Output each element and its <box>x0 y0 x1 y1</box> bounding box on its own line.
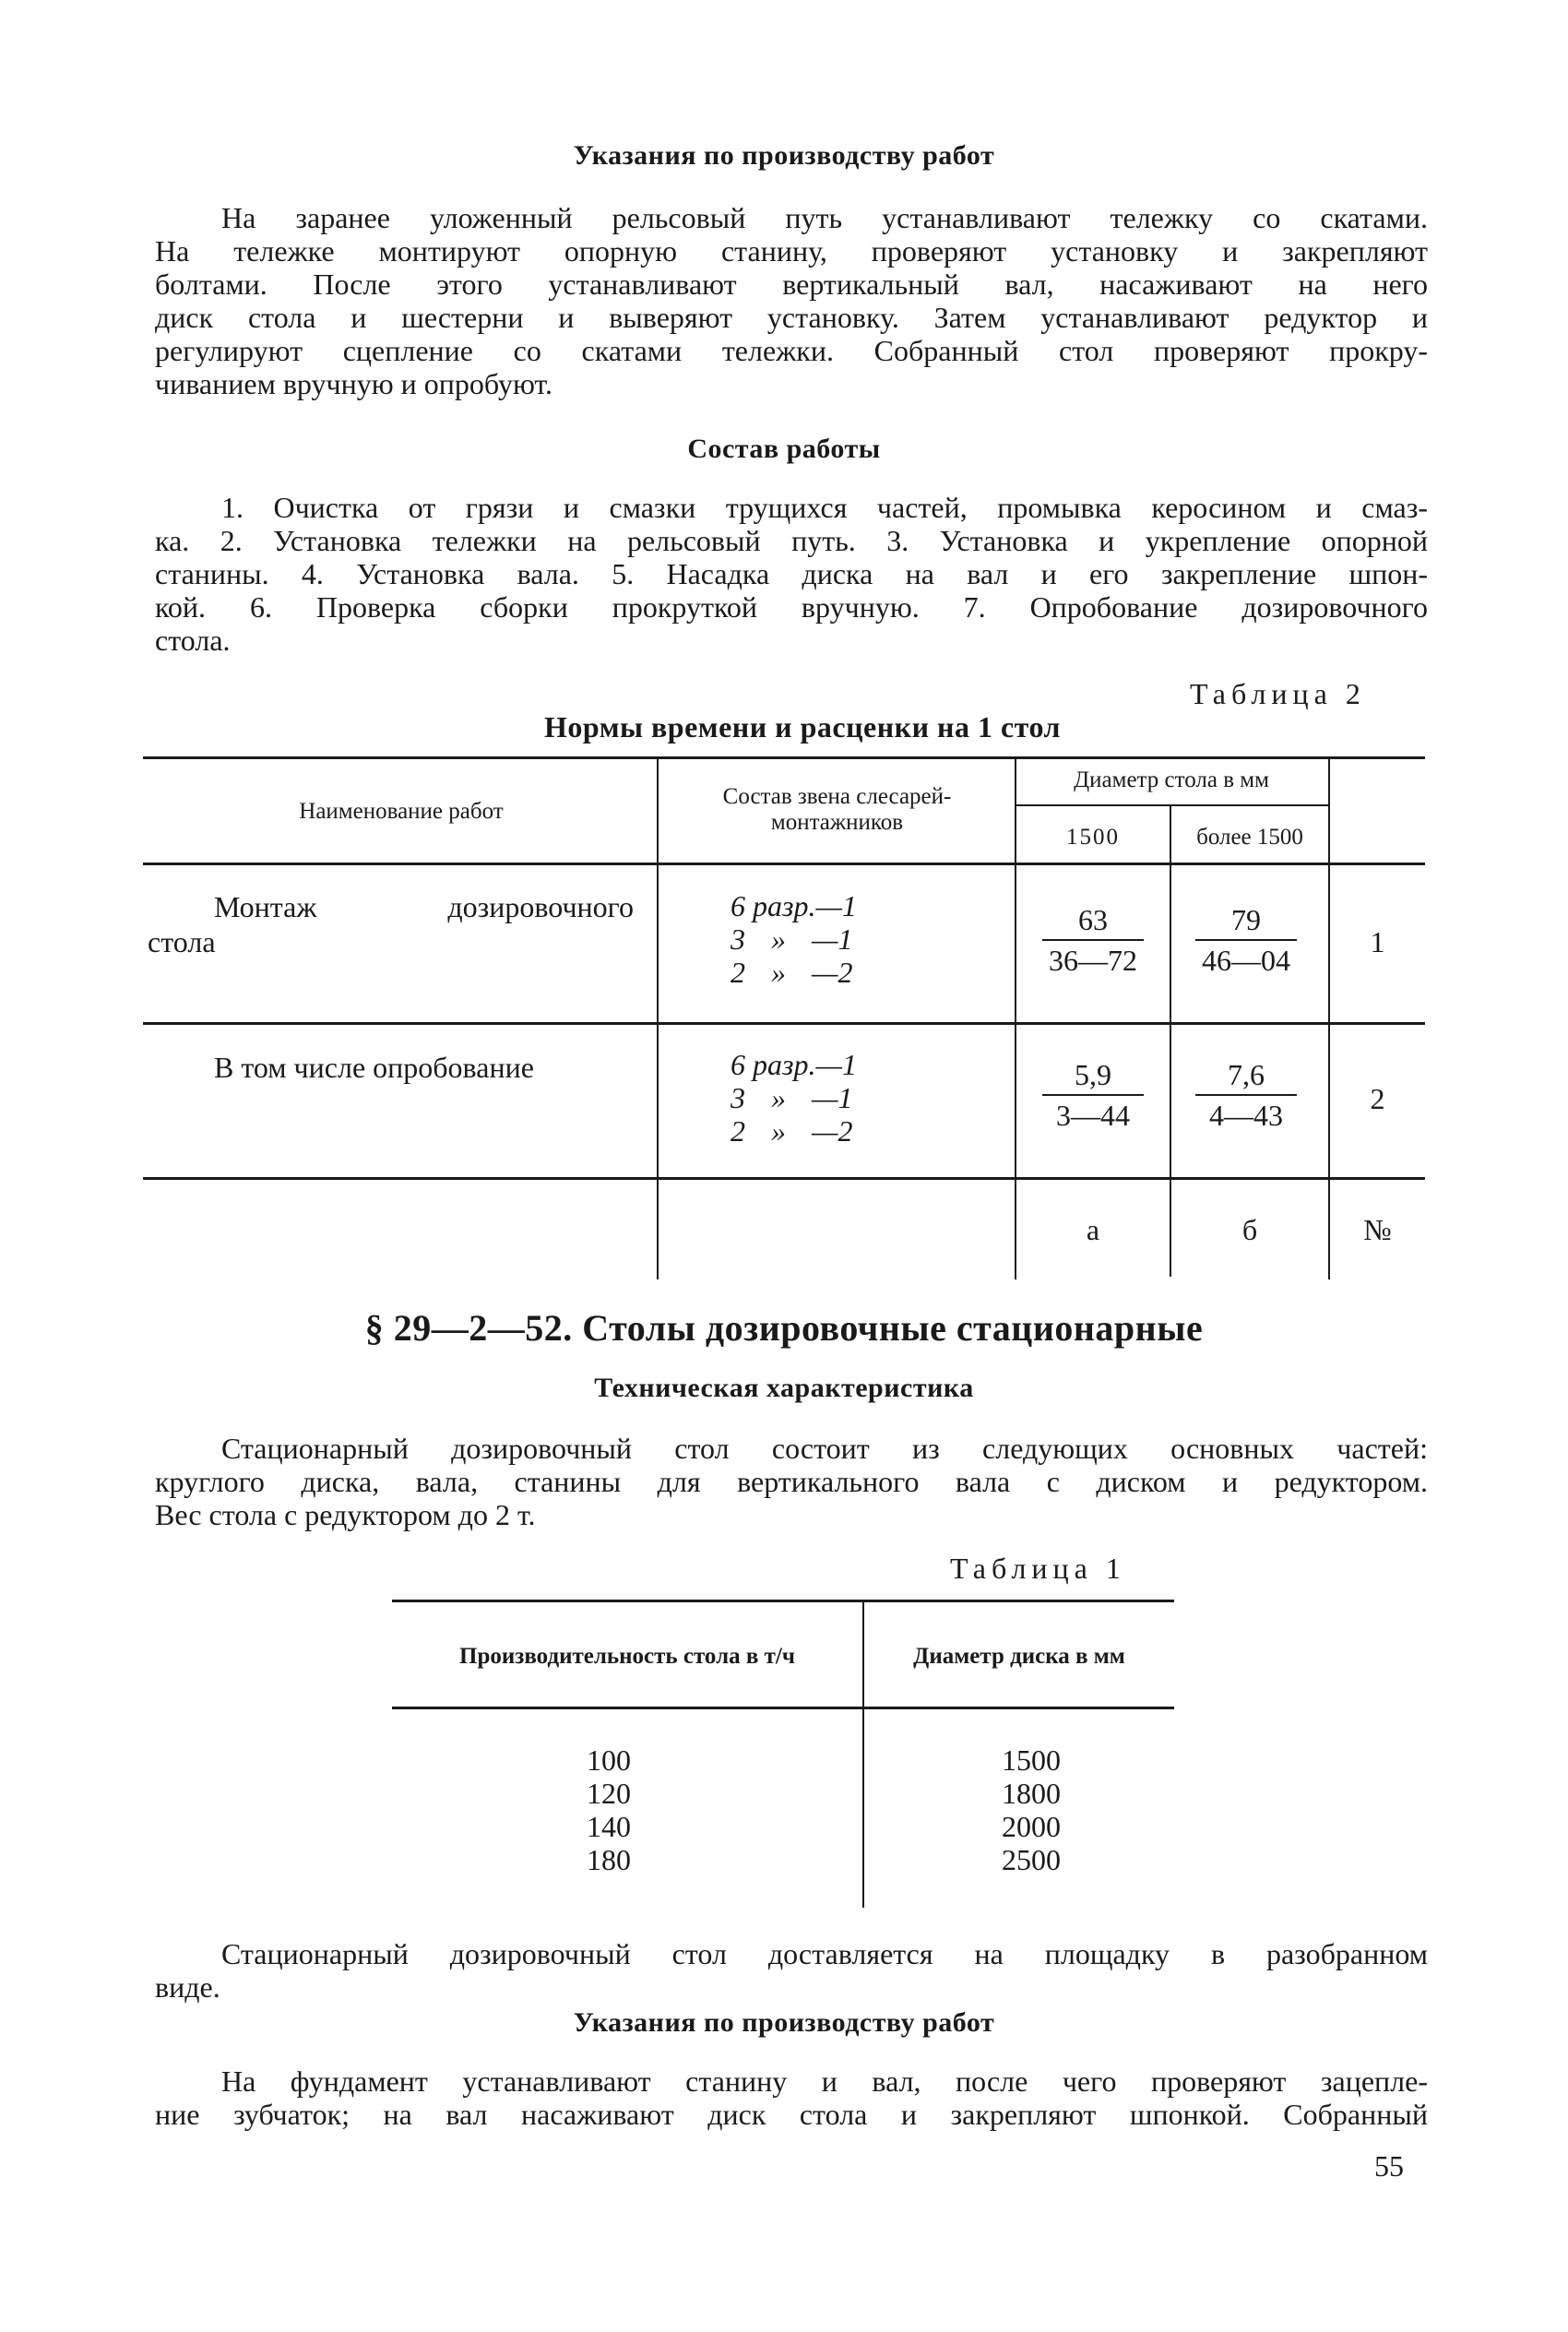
diameter-value: 1500 <box>1002 1743 1061 1777</box>
header-productivity: Производительность стола в т/ч <box>459 1644 795 1669</box>
row-number: 1 <box>1370 925 1385 958</box>
text-line: Вес стола с редуктором до 2 т. <box>155 1498 536 1531</box>
row-name-line: Монтаж дозировочного <box>214 890 634 923</box>
section-heading: Указания по производству работ <box>573 140 995 171</box>
text-line: Стационарный дозировочный стол состоит из следующих основных частей: <box>221 1432 1428 1465</box>
header-crew: Состав звена слесарей-монтажников <box>722 784 952 835</box>
table-label: Таблица 1 <box>950 1552 1126 1585</box>
time-norm: 63 <box>1042 902 1144 941</box>
productivity-value: 100 <box>587 1743 631 1777</box>
text-line: На заранее уложенный рельсовый путь устанавливают тележку со скатами. <box>221 201 1428 234</box>
text-line: виде. <box>155 1970 220 2004</box>
text-line: Стационарный дозировочный стол доставляется на площадку в разобранном <box>221 1937 1428 1970</box>
column-number-sign: № <box>1363 1213 1392 1246</box>
section-heading: Указания по производству работ <box>573 2007 995 2038</box>
text-line: ка. 2. Установка тележки на рельсовый путь. 3. Установка и укрепление опорной <box>155 524 1428 557</box>
diameter-value: 2000 <box>1002 1810 1061 1843</box>
text-line: На тележке монтируют опорную станину, проверяют установку и закрепляют <box>155 234 1428 268</box>
time-norm: 7,6 <box>1195 1057 1297 1096</box>
text-line: На фундамент устанавливают станину и вал, после чего проверяют зацепле- <box>221 2064 1428 2098</box>
crew-line: 6 разр.—1 <box>731 1048 857 1081</box>
crew-line: 2 » —2 <box>731 1114 853 1148</box>
crew-line: 2 » —2 <box>731 956 853 989</box>
paragraph <box>155 1937 1428 2004</box>
rate-value: 3—44 <box>1056 1099 1130 1132</box>
text-line: ние зубчаток; на вал насаживают диск стола и закрепляют шпонкой. Собранный <box>155 2098 1428 2131</box>
rate-value: 46—04 <box>1202 944 1290 977</box>
header-diameter: Диаметр стола в мм <box>1074 767 1269 792</box>
row-name: В том числе опробование <box>214 1051 534 1084</box>
crew-line: 3 » —1 <box>731 922 853 956</box>
text-line: диск стола и шестерни и выверяют установку. Затем устанавливают редуктор и <box>155 301 1428 334</box>
column-letter-a: а <box>1086 1213 1100 1246</box>
row-name-cont: стола <box>148 925 216 958</box>
text-line: круглого диска, вала, станины для вертикального вала с диском и редуктором. <box>155 1465 1428 1498</box>
time-norm: 5,9 <box>1042 1057 1144 1096</box>
header-work-name: Наименование работ <box>299 799 504 824</box>
table-title: Нормы времени и расценки на 1 стол <box>544 710 1061 744</box>
text-line: кой. 6. Проверка сборки прокруткой вручную. 7. Опробование дозировочного <box>155 590 1428 624</box>
productivity-value: 140 <box>587 1810 631 1843</box>
rate-value: 36—72 <box>1049 944 1137 977</box>
section-heading: Состав работы <box>687 434 881 464</box>
column-letter-b: б <box>1241 1213 1258 1246</box>
header-disk-diameter: Диаметр диска в мм <box>913 1644 1125 1669</box>
productivity-value: 180 <box>587 1843 631 1876</box>
time-norm: 79 <box>1195 902 1297 941</box>
diameter-value: 2500 <box>1002 1843 1061 1876</box>
text-line: болтами. После этого устанавливают вертикальный вал, насаживают на него <box>155 268 1428 301</box>
paragraph <box>155 2064 1428 2131</box>
text-line: чиванием вручную и опробуют. <box>155 367 552 400</box>
text-line: регулируют сцепление со скатами тележки. Собранный стол проверяют прокру- <box>155 334 1428 367</box>
rate-value: 4—43 <box>1209 1099 1283 1132</box>
crew-line: 3 » —1 <box>731 1081 853 1114</box>
text-line: стола. <box>155 624 231 657</box>
diameter-value: 1800 <box>1002 1777 1061 1810</box>
crew-line: 6 разр.—1 <box>731 889 857 922</box>
table-label: Таблица 2 <box>1190 677 1366 710</box>
page-number: 55 <box>1374 2149 1404 2183</box>
row-number: 2 <box>1370 1082 1385 1115</box>
text-line: 1. Очистка от грязи и смазки трущихся частей, промывка керосином и смаз- <box>221 491 1428 524</box>
header-d1500: 1500 <box>1066 825 1120 850</box>
header-dmore: более 1500 <box>1196 825 1303 850</box>
productivity-value: 120 <box>587 1777 631 1810</box>
section-heading: Техническая характеристика <box>594 1373 974 1403</box>
paragraph-title: § 29—2—52. Столы дозировочные стационарные <box>364 1307 1204 1349</box>
text-line: станины. 4. Установка вала. 5. Насадка диска на вал и его закрепление шпон- <box>155 557 1428 590</box>
